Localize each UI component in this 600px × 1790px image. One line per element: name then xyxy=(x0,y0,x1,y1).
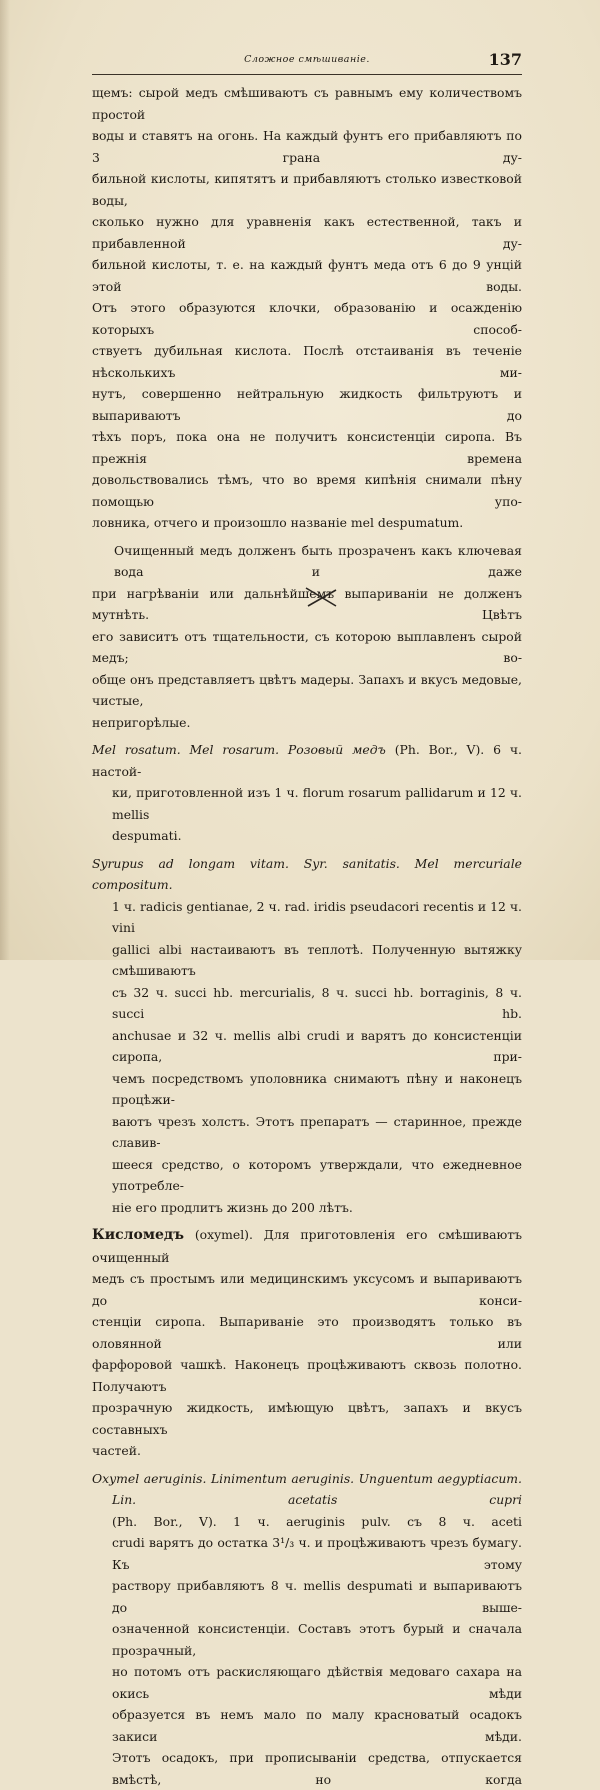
text-line: чемъ посредствомъ уполовника снимаютъ пѣну и наконецъ процѣжи- xyxy=(112,1068,522,1111)
text-line: частей. xyxy=(92,1440,522,1462)
paragraph-oxymel xyxy=(92,1224,522,1462)
text-line xyxy=(92,1224,522,1268)
text-line: бильной кислоты, кипятятъ и прибавляютъ столько известковой воды, xyxy=(92,168,522,211)
text-line: обще онъ представляетъ цвѣтъ мадеры. Запахъ и вкусъ медовые, чистые, xyxy=(92,669,522,712)
text-line: при нагрѣваніи или дальнѣйшемъ выпариваніи не долженъ мутнѣть. Цвѣтъ xyxy=(92,583,522,626)
text-line: ніе его продлитъ жизнь до 200 лѣтъ. xyxy=(112,1197,522,1219)
text-line: ки, приготовленной изъ 1 ч. florum rosarum pallidarum и 12 ч. mellis xyxy=(112,782,522,825)
entry-heading-rest: (Ph. Bor., V). 1 ч. aeruginis pulv. съ 8 ч. aceti xyxy=(112,1511,522,1533)
text-line: сколько нужно для уравненія какъ естественной, такъ и прибавленной ду- xyxy=(92,211,522,254)
text-line: ствуетъ дубильная кислота. Послѣ отстаиванія въ теченіе нѣсколькихъ ми- xyxy=(92,340,522,383)
entry-title: Syrupus ad longam vitam. Syr. sanitatis. Mel mercuriale compositum. xyxy=(92,853,522,896)
text-line: gallici albi настаиваютъ въ теплотѣ. Полученную вытяжку смѣшиваютъ xyxy=(112,939,522,982)
text-line: образуется въ немъ мало по малу красноватый осадокъ закиси мѣди. xyxy=(112,1704,522,1747)
text-line: прозрачную жидкость, имѣющую цвѣтъ, запахъ и вкусъ составныхъ xyxy=(92,1397,522,1440)
text-line: anchusae и 32 ч. mellis albi crudi и варятъ до консистенціи сиропа, при- xyxy=(112,1025,522,1068)
text-line: Этотъ осадокъ, при прописываніи средства, отпускается вмѣстѣ, но когда xyxy=(112,1747,522,1790)
text-line: crudi варятъ до остатка 3¹/₃ ч. и процѣживаютъ чрезъ бумагу. Къ этому xyxy=(112,1532,522,1575)
text-line: медъ съ простымъ или медицинскимъ уксусомъ и выпариваютъ до конси- xyxy=(92,1268,522,1311)
text-line: воды и ставятъ на огонь. На каждый фунтъ его прибавляютъ по 3 грана ду- xyxy=(92,125,522,168)
text-line: бильной кислоты, т. е. на каждый фунтъ меда отъ 6 до 9 унцій этой воды. xyxy=(92,254,522,297)
running-title: Сложное смѣшиваніе. xyxy=(92,54,522,65)
page-header xyxy=(92,50,522,75)
text-line: Отъ этого образуются клочки, образованію и осажденію которыхъ способ- xyxy=(92,297,522,340)
entry-body xyxy=(92,896,522,1219)
text-line xyxy=(112,1489,522,1532)
text-line: despumati. xyxy=(112,825,522,847)
entry-body xyxy=(92,782,522,847)
text-line: непригорѣлые. xyxy=(92,712,522,734)
entry-heading xyxy=(92,739,522,782)
entry-mel-rosatum xyxy=(92,739,522,847)
oxymel-heading: Кисломедъ xyxy=(92,1227,184,1243)
text-line: 1 ч. radicis gentianae, 2 ч. rad. iridis pseudacori recentis и 12 ч. vini xyxy=(112,896,522,939)
text-line: но потомъ отъ раскисляющаго дѣйствія медоваго сахара на окись мѣди xyxy=(112,1661,522,1704)
text-line: фарфоровой чашкѣ. Наконецъ процѣживаютъ сквозь полотно. Получаютъ xyxy=(92,1354,522,1397)
text-line: съ 32 ч. succi hb. mercurialis, 8 ч. succi hb. borraginis, 8 ч. succi hb. xyxy=(112,982,522,1025)
body-text xyxy=(92,82,522,1790)
text-line: тѣхъ поръ, пока она не получитъ консистенціи сиропа. Въ прежнія времена xyxy=(92,426,522,469)
entry-title: Mel rosatum. Mel rosarum. Розовый медъ xyxy=(92,742,386,757)
oxymel-heading-rest: (oxymel). Для приготовленія его смѣшиваютъ очищенный xyxy=(92,1227,522,1265)
entry-title: Oxymel aeruginis. Linimentum aeruginis. Unguentum aegyptiacum. xyxy=(92,1468,522,1490)
text-line: ловника, отчего и произошло названіе mel despumatum. xyxy=(92,512,522,534)
text-line: нутъ, совершенно нейтральную жидкость фильтруютъ и выпариваютъ до xyxy=(92,383,522,426)
text-line: шееся средство, о которомъ утверждали, что ежедневное употребле- xyxy=(112,1154,522,1197)
entry-title-cont: Lin. acetatis cupri xyxy=(112,1489,522,1511)
text-line: довольствовались тѣмъ, что во время кипѣнія снимали пѣну помощью упо- xyxy=(92,469,522,512)
text-line: раствору прибавляютъ 8 ч. mellis despumati и выпариваютъ до выше- xyxy=(112,1575,522,1618)
text-line: стенціи сиропа. Выпариваніе это производятъ только въ оловянной или xyxy=(92,1311,522,1354)
page-number: 137 xyxy=(489,50,522,69)
text-line: ваютъ чрезъ холстъ. Этотъ препаратъ — старинное, прежде славив- xyxy=(112,1111,522,1154)
paragraph-purified-honey xyxy=(92,540,522,734)
paragraph-honey-purification xyxy=(92,82,522,534)
entry-body xyxy=(92,1489,522,1790)
text-line: означенной консистенціи. Составъ этотъ бурый и сначала прозрачный, xyxy=(112,1618,522,1661)
entry-syrupus-ad-longam-vitam xyxy=(92,853,522,1219)
entry-heading-rest: (Ph. Bor., V). 6 ч. настой- xyxy=(92,742,522,779)
text-line: щемъ: сырой медъ смѣшиваютъ съ равнымъ ему количествомъ простой xyxy=(92,82,522,125)
text-line: Очищенный медъ долженъ быть прозраченъ какъ ключевая вода и даже xyxy=(92,540,522,583)
text-line: его зависитъ отъ тщательности, съ которою выплавленъ сырой медъ; во- xyxy=(92,626,522,669)
entry-oxymel-aeruginis xyxy=(92,1468,522,1790)
